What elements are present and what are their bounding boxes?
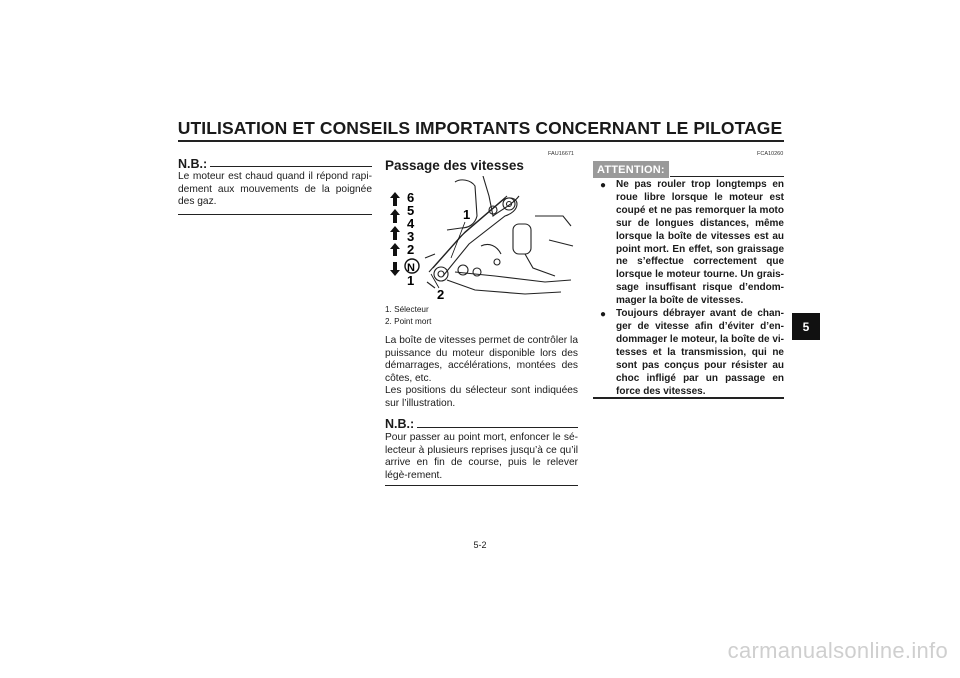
gear-label-4: 4 — [407, 216, 415, 231]
section-title: Passage des vitesses — [385, 158, 524, 173]
chapter-tab: 5 — [792, 313, 820, 340]
caption-1: 1. Sélecteur — [385, 305, 429, 314]
middle-note-text: Pour passer au point mort, enfoncer le sé-lecteur à plusieurs reprises jusqu’à ce qu’il arrive en fin de course, puis le relever légè-rement. — [385, 432, 578, 481]
header-rule — [178, 140, 784, 142]
callout-1-leader — [451, 222, 465, 258]
left-note-bottom-rule — [178, 214, 372, 215]
attention-label: ATTENTION: — [593, 161, 669, 178]
attention-code: FCA10260 — [757, 151, 784, 157]
watermark: carmanualsonline.info — [727, 638, 948, 663]
left-note-label: N.B.: — [178, 157, 208, 171]
list-item — [600, 179, 784, 308]
gear-label-3: 3 — [407, 229, 415, 244]
middle-note-label: N.B.: — [385, 417, 415, 431]
shift-arrow-icon — [390, 192, 400, 276]
page-number: 5-2 — [473, 540, 487, 550]
attention-list — [600, 179, 784, 398]
gear-label-neutral: N — [407, 262, 415, 274]
middle-note-top-rule — [417, 427, 578, 428]
middle-note-bottom-rule — [385, 485, 578, 486]
callout-1: 1 — [463, 207, 471, 222]
left-note-top-rule — [210, 166, 372, 167]
shifting-paragraph-1: La boîte de vitesses permet de contrôler la puissance du moteur disponible lors des démarrages, accélérations, montées des côtes, etc. — [385, 335, 578, 384]
page-header-title: UTILISATION ET CONSEILS IMPORTANTS CONCERNANT LE PILOTAGE — [177, 118, 783, 138]
callout-2: 2 — [437, 287, 445, 300]
gear-label-2: 2 — [407, 242, 415, 257]
attention-bottom-rule — [593, 397, 784, 399]
shifter-drawing — [425, 176, 573, 294]
bullet-icon: ● — [600, 309, 607, 321]
list-item — [600, 308, 784, 398]
gear-label-5: 5 — [407, 203, 415, 218]
left-note-text: Le moteur est chaud quand il répond rapi-dement aux mouvements de la poignée des gaz. — [178, 171, 372, 208]
gear-shift-illustration — [385, 176, 577, 300]
attention-top-rule — [670, 176, 784, 177]
caption-2: 2. Point mort — [385, 317, 432, 326]
attention-item-2-text: Toujours débrayer avant de chan-ger de vitesse afin d’éviter d’en-dommager le moteur, la boîte de vi-tesses et la transmission, qui ne sont pas conçus pour résister au choc infligé par un passage en force des vitesses. — [616, 308, 784, 397]
attention-item-1-text: Ne pas rouler trop longtemps en roue libre lorsque le moteur est coupé et ne pas remorquer la moto sur de longues distances, même lorsque la boîte de vitesses est au point mort. En effet, son graissage ne s’effectue correctement que lorsque le moteur tourne. Un grais-sage insuffisant risque d’endom-mager la boîte de vitesses. — [616, 179, 784, 307]
gear-label-6: 6 — [407, 190, 415, 205]
shifting-paragraph-2: Les positions du sélecteur sont indiquées sur l’illustration. — [385, 385, 578, 409]
bullet-icon: ● — [600, 180, 607, 191]
section-code: FAU16671 — [548, 151, 574, 157]
gear-label-1: 1 — [407, 273, 415, 288]
